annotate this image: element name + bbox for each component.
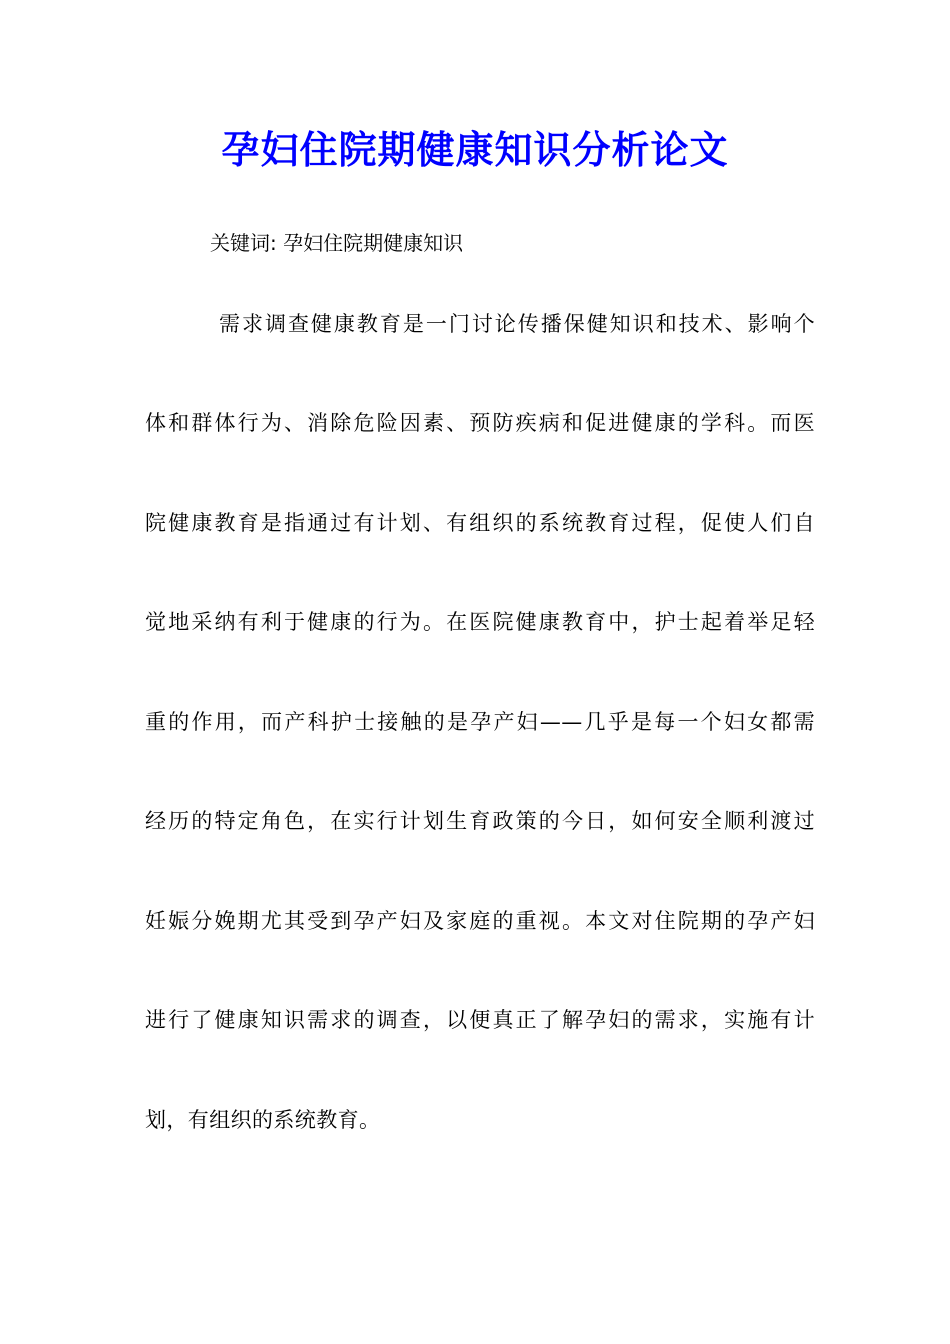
keywords-line <box>210 228 463 258</box>
body-line: 妊娠分娩期尤其受到孕产妇及家庭的重视。本文对住院期的孕产妇 <box>145 909 815 933</box>
body-line: 院健康教育是指通过有计划、有组织的系统教育过程，促使人们自 <box>145 511 815 535</box>
body-line: 重的作用，而产科护士接触的是孕产妇——几乎是每一个妇女都需 <box>145 710 815 734</box>
document-title: 孕妇住院期健康知识分析论文 <box>221 127 729 172</box>
body-line: 进行了健康知识需求的调查，以便真正了解孕妇的需求，实施有计 <box>145 1008 815 1032</box>
body-line: 划，有组织的系统教育。 <box>145 1108 381 1132</box>
keywords-label: 关键词 <box>210 231 270 255</box>
body-line: 觉地采纳有利于健康的行为。在医院健康教育中，护士起着举足轻 <box>145 610 815 634</box>
body-line: 经历的特定角色，在实行计划生育政策的今日，如何安全顺利渡过 <box>145 809 815 833</box>
body-line: 体和群体行为、消除危险因素、预防疾病和促进健康的学科。而医 <box>145 411 815 435</box>
keywords-separator: : <box>270 231 277 255</box>
keywords-value: 孕妇住院期健康知识 <box>283 231 464 255</box>
body-line: 需求调查健康教育是一门讨论传播保健知识和技术、影响个 <box>219 312 815 336</box>
